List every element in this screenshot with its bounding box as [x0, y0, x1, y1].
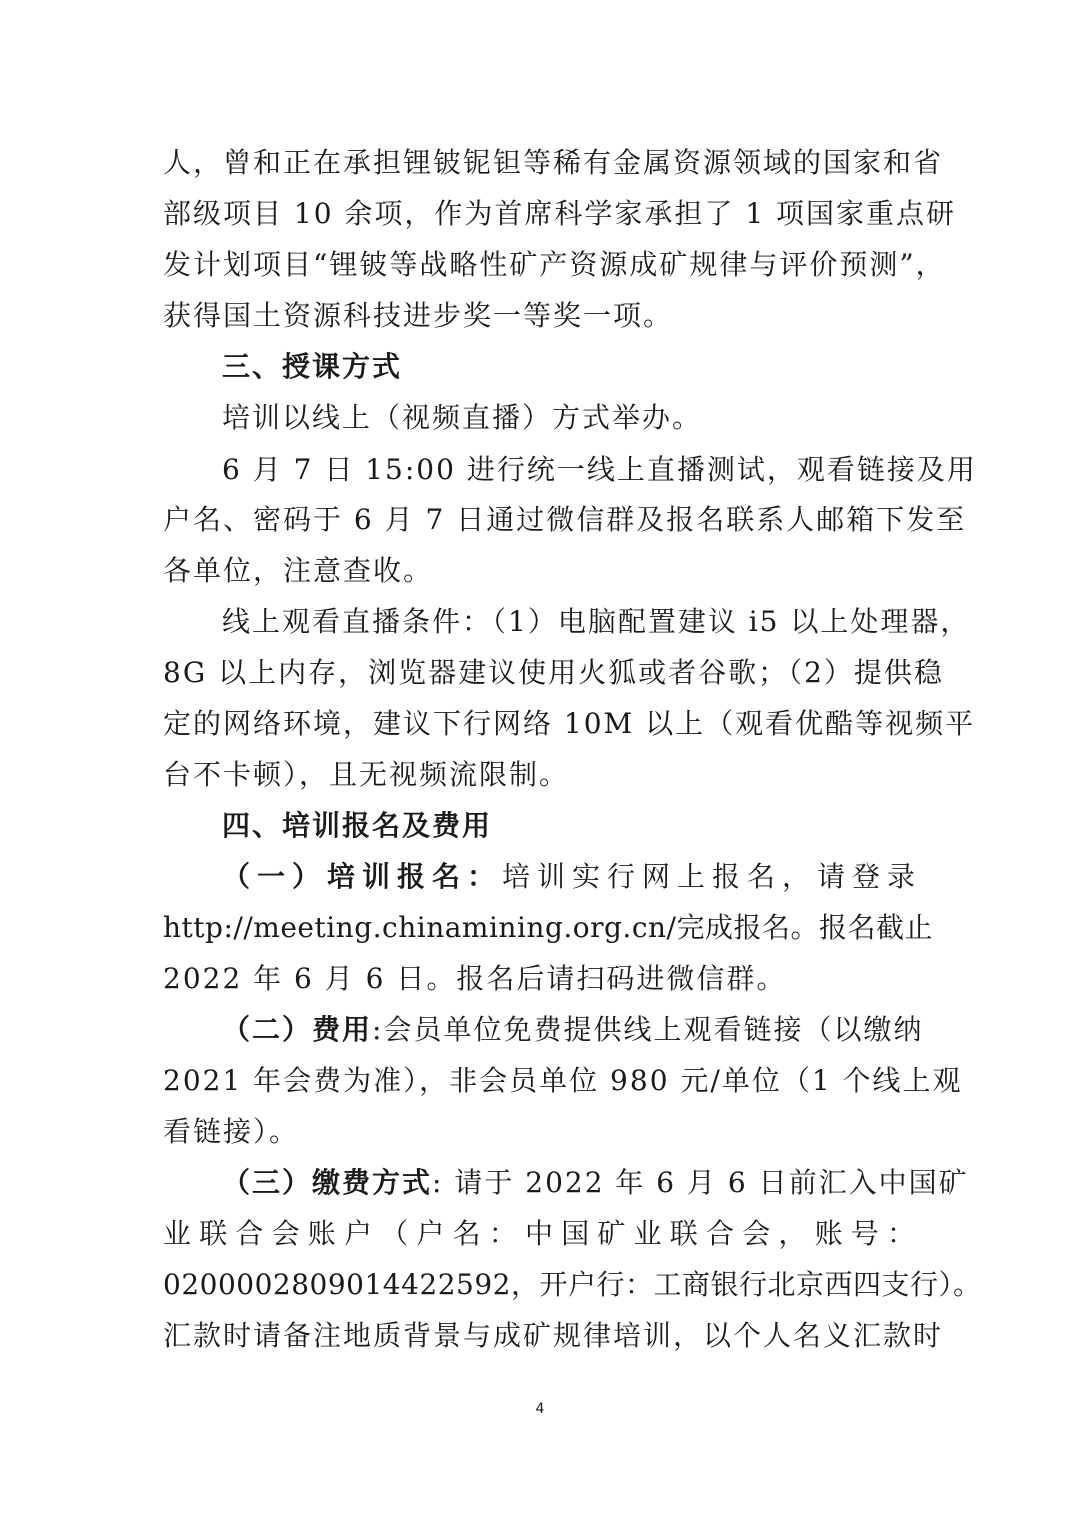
paragraph-line: 8G 以上内存，浏览器建议使用火狐或者谷歌；（2）提供稳	[163, 656, 944, 689]
paragraph-line: 获得国土资源科技进步奖一等奖一项。	[163, 299, 674, 332]
section-heading: 三、授课方式	[222, 350, 403, 383]
paragraph-line: 看链接）。	[163, 1115, 300, 1148]
item-text: : 请于 2022 年 6 月 6 日前汇入中国矿	[432, 1166, 969, 1199]
paragraph-line: 培训以线上（视频直播）方式举办。	[222, 401, 703, 434]
item-label: （一）培训报名：	[222, 860, 502, 893]
paragraph-line: http://meeting.chinamining.org.cn/完成报名。报名截止	[163, 911, 933, 944]
paragraph-line: 人，曾和正在承担锂铍铌钽等稀有金属资源领域的国家和省	[163, 146, 944, 179]
item-text: :会员单位免费提供线上观看链接（以缴纳	[372, 1013, 924, 1046]
paragraph-line: 2021 年会费为准），非会员单位 980 元/单位（1 个线上观	[163, 1064, 963, 1097]
paragraph-line: 0200002809014422592，开户行：工商银行北京西四支行）。	[163, 1268, 982, 1301]
paragraph-line: 定的网络环境，建议下行网络 10M 以上（观看优酷等视频平	[163, 707, 976, 740]
paragraph-line: 线上观看直播条件：（1）电脑配置建议 i5 以上处理器，	[222, 605, 971, 638]
paragraph-line: 各单位，注意查收。	[163, 554, 434, 587]
paragraph-line	[222, 859, 917, 895]
paragraph-line	[222, 1165, 969, 1201]
item-label: （三）缴费方式	[222, 1166, 433, 1199]
paragraph-line: 2022 年 6 月 6 日。报名后请扫码进微信群。	[163, 962, 787, 995]
item-text: 培训实行网上报名，请登录	[502, 860, 917, 893]
paragraph-line: 户名、密码于 6 月 7 日通过微信群及报名联系人邮箱下发至	[163, 503, 967, 536]
paragraph-line: 台不卡顿），且无视频流限制。	[163, 758, 570, 791]
item-label: （二）费用	[222, 1013, 373, 1046]
paragraph-line: 发计划项目“锂铍等战略性矿产资源成矿规律与评价预测”，	[163, 248, 946, 281]
page-number: 4	[535, 1401, 545, 1417]
paragraph-line: 业联合会账户（户名：中国矿业联合会，账号：	[163, 1217, 917, 1250]
paragraph-line: 6 月 7 日 15:00 进行统一线上直播测试，观看链接及用	[222, 453, 977, 486]
paragraph-line: 部级项目 10 余项，作为首席科学家承担了 1 项国家重点研	[163, 197, 957, 230]
section-heading: 四、培训报名及费用	[222, 809, 493, 842]
paragraph-line	[222, 1012, 924, 1048]
paragraph-line: 汇款时请备注地质背景与成矿规律培训，以个人名义汇款时	[163, 1319, 944, 1352]
